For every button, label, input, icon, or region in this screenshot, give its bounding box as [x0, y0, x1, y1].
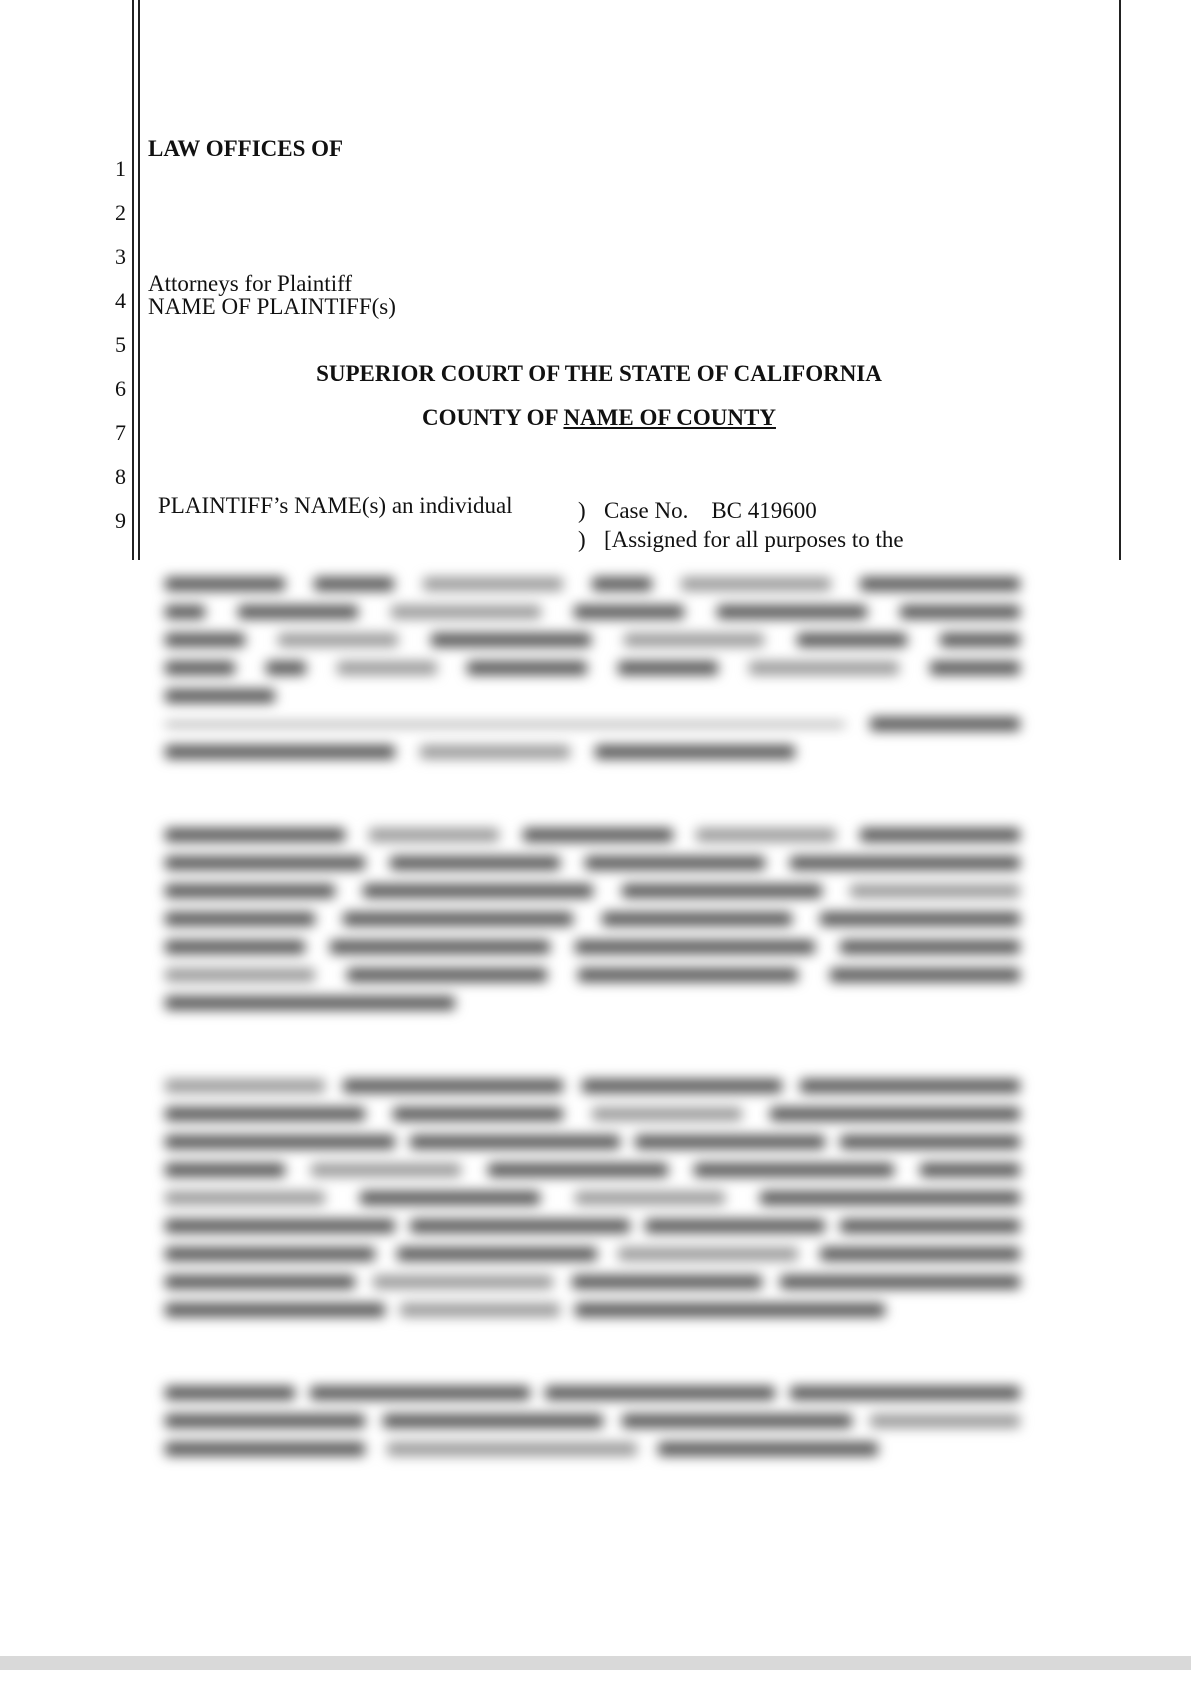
- plaintiff-caption: PLAINTIFF’s NAME(s) an individual: [158, 493, 513, 518]
- county-name: NAME OF COUNTY: [563, 405, 776, 430]
- pleading-page: [0, 0, 1191, 560]
- line-number: 2: [115, 200, 126, 225]
- case-number-line: [604, 499, 817, 523]
- bottom-bar: [0, 1656, 1191, 1670]
- county-line: [0, 406, 1191, 430]
- line-number: 3: [115, 244, 126, 269]
- court-name: SUPERIOR COURT OF THE STATE OF CALIFORNIA: [316, 361, 882, 386]
- line-number: 7: [115, 420, 126, 445]
- line-number: 4: [115, 288, 126, 313]
- county-prefix: COUNTY OF: [422, 405, 564, 430]
- caption-paren: ): [578, 498, 586, 523]
- plaintiff-name-label: NAME OF PLAINTIFF(s): [148, 294, 396, 319]
- line-number: 9: [115, 508, 126, 533]
- line-number: 5: [115, 332, 126, 357]
- line-number: 6: [115, 376, 126, 401]
- blurred-preview: [0, 560, 1191, 1670]
- caption-paren: ): [578, 527, 586, 552]
- case-number-label: Case No.: [604, 498, 689, 523]
- line-number: 1: [115, 156, 126, 181]
- line-number: 8: [115, 464, 126, 489]
- attorneys-for-label: Attorneys for Plaintiff: [148, 271, 352, 296]
- case-number: BC 419600: [711, 498, 817, 523]
- right-margin-rule: [1119, 0, 1121, 560]
- blurred-body-text: [165, 560, 1020, 1463]
- law-offices-heading: LAW OFFICES OF: [148, 136, 344, 161]
- left-margin-rule-inner: [138, 0, 140, 560]
- assigned-text: [Assigned for all purposes to the: [604, 527, 904, 552]
- left-margin-rule-outer: [132, 0, 134, 560]
